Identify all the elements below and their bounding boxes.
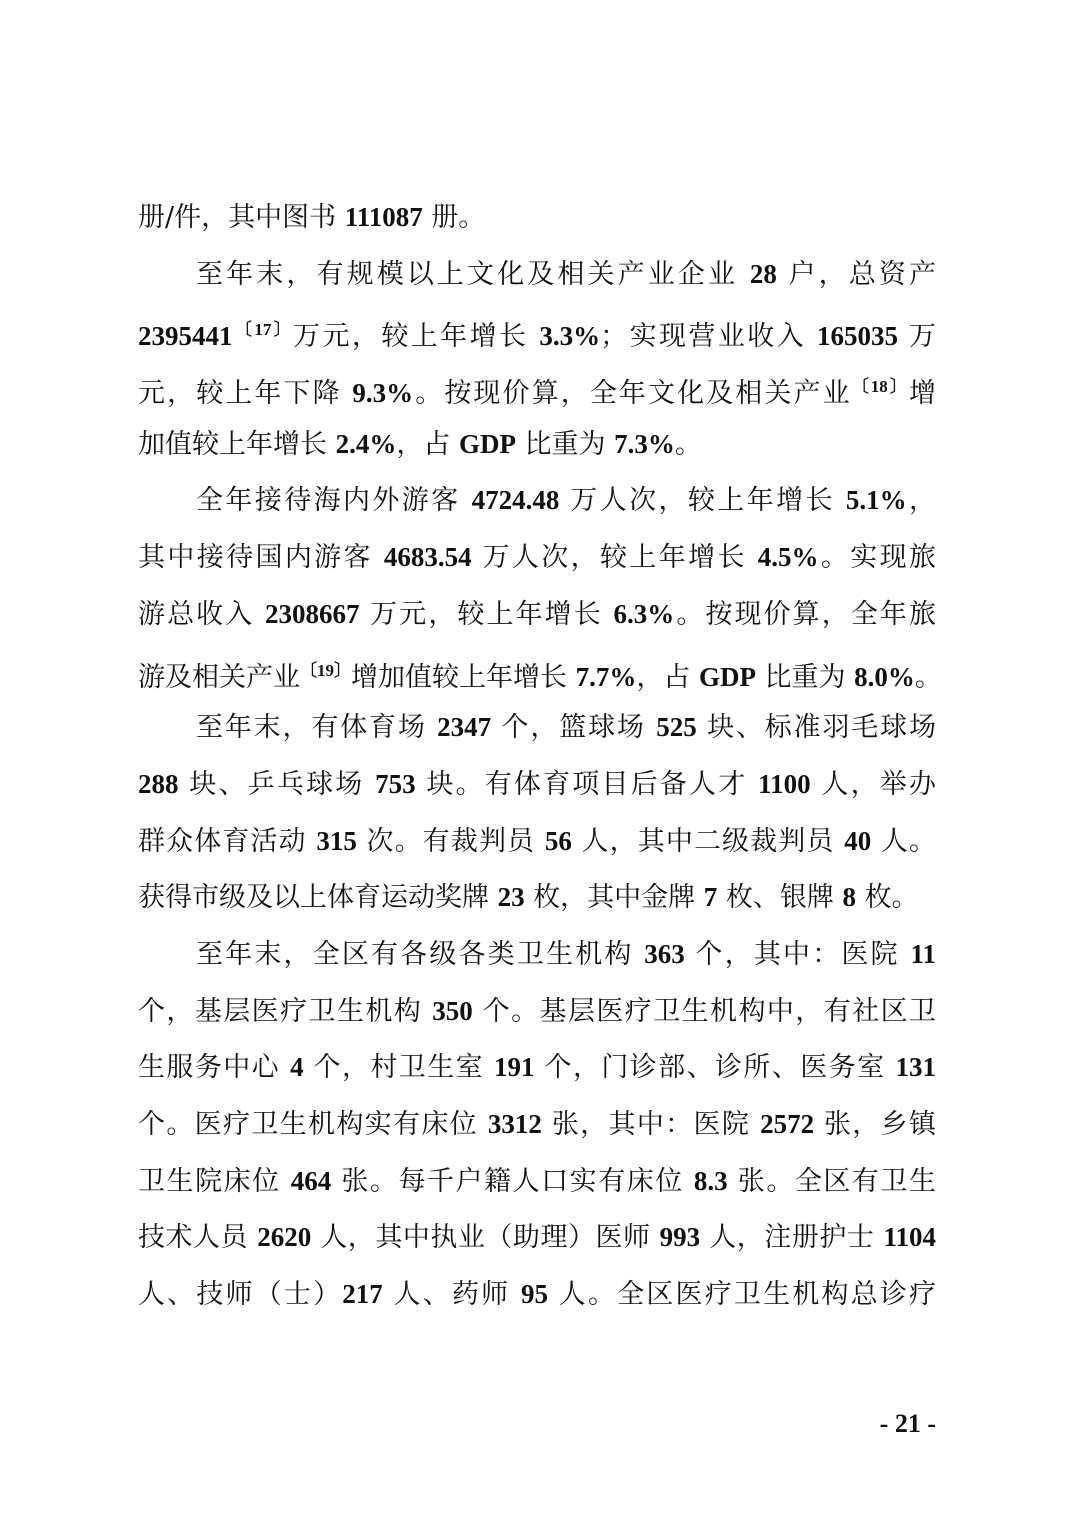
bold-number: 28 bbox=[749, 258, 777, 289]
text-run: 张，其中：医院 bbox=[541, 1109, 761, 1140]
bold-number: 4683.54 bbox=[383, 542, 472, 573]
bold-number: 288 bbox=[138, 768, 179, 799]
text-line bbox=[138, 869, 936, 926]
text-run: 人。全区医疗卫生机构总诊疗 bbox=[548, 1279, 936, 1311]
text-run: 生服务中心 bbox=[138, 1052, 291, 1084]
text-run: 。 bbox=[674, 428, 702, 460]
text-line bbox=[138, 813, 936, 870]
text-run: 个，其中：医院 bbox=[684, 938, 911, 970]
footnote-reference: 〔17〕 bbox=[232, 320, 294, 340]
text-line bbox=[138, 302, 936, 359]
bold-number: 7.7% bbox=[575, 661, 637, 692]
bold-number: 8 bbox=[842, 882, 856, 913]
text-run: 块、乒乓球场 bbox=[178, 768, 376, 800]
text-run: 个。医疗卫生机构实有床位 bbox=[138, 1109, 488, 1140]
text-run: 万元，较上年增长 bbox=[293, 321, 540, 353]
bold-number: 165035 bbox=[817, 321, 898, 352]
text-line bbox=[138, 586, 936, 643]
text-run: 人。 bbox=[871, 825, 936, 857]
text-line bbox=[138, 926, 936, 983]
text-run: 游总收入 bbox=[138, 598, 265, 630]
text-run: 枚、银牌 bbox=[717, 882, 843, 914]
text-run: 。 bbox=[914, 661, 942, 693]
bold-number: 7 bbox=[703, 882, 718, 913]
text-run: 张。每千户籍人口实有床位 bbox=[331, 1165, 694, 1197]
text-line bbox=[138, 359, 936, 416]
bold-number: 993 bbox=[659, 1222, 701, 1253]
text-line bbox=[138, 1096, 936, 1153]
text-run: 。按现价算，全年旅 bbox=[674, 598, 936, 630]
text-run: 至年末，有体育场 bbox=[196, 712, 438, 744]
text-run: 册/件，其中图书 bbox=[138, 202, 345, 233]
text-run: 增 bbox=[909, 378, 936, 410]
text-line bbox=[138, 246, 936, 303]
bold-number: 56 bbox=[544, 825, 572, 856]
text-run: 人、药师 bbox=[382, 1279, 522, 1311]
text-run: 块、标准羽毛球场 bbox=[696, 712, 936, 744]
bold-number: 191 bbox=[494, 1052, 535, 1083]
text-run: 。实现旅 bbox=[818, 542, 936, 574]
text-run: ，占 bbox=[396, 428, 459, 460]
text-line bbox=[138, 189, 936, 246]
text-run: 至年末，有规模以上文化及相关产业企业 bbox=[196, 258, 750, 290]
text-run: 万元，较上年增长 bbox=[359, 598, 614, 630]
bold-number: 3312 bbox=[487, 1109, 542, 1139]
text-line bbox=[138, 529, 936, 586]
text-line bbox=[138, 1153, 936, 1210]
text-run: 个，篮球场 bbox=[491, 712, 657, 744]
text-line bbox=[138, 643, 942, 700]
paragraph bbox=[138, 699, 936, 926]
text-run: 张。全区有卫生 bbox=[727, 1165, 936, 1197]
footnote-reference: 〔18〕 bbox=[851, 377, 909, 397]
text-run: 个，门诊部、诊所、医务室 bbox=[534, 1052, 896, 1084]
text-run: 加值较上年增长 bbox=[138, 428, 336, 460]
text-run: 游及相关产业 bbox=[138, 661, 300, 693]
bold-number: 525 bbox=[656, 712, 697, 743]
text-run: 获得市级及以上体育运动奖牌 bbox=[138, 882, 498, 914]
bold-number: 2620 bbox=[257, 1222, 312, 1253]
bold-number: 2.4% bbox=[335, 428, 397, 459]
text-run: 块。有体育项目后备人才 bbox=[415, 768, 759, 800]
text-run: 万人次，较上年增长 bbox=[471, 542, 758, 574]
text-line bbox=[138, 472, 936, 529]
body-text bbox=[138, 189, 942, 1323]
text-run: 技术人员 bbox=[138, 1222, 258, 1254]
bold-number: 464 bbox=[290, 1165, 332, 1196]
text-run: 万 bbox=[898, 321, 936, 353]
bold-number: 2308667 bbox=[265, 598, 360, 629]
bold-number: 11 bbox=[910, 938, 936, 969]
text-run: 户，总资产 bbox=[776, 258, 936, 290]
bold-number: 4724.48 bbox=[471, 485, 560, 516]
bold-number: GDP bbox=[698, 661, 756, 692]
bold-number: 1100 bbox=[758, 768, 811, 799]
text-run: 比重为 bbox=[755, 661, 855, 693]
text-run: ，占 bbox=[636, 661, 699, 693]
footnote-reference: 〔19〕 bbox=[300, 660, 351, 680]
bold-number: 3.3% bbox=[539, 321, 601, 352]
paragraph bbox=[138, 189, 936, 246]
bold-number: 6.3% bbox=[613, 598, 675, 629]
bold-number: 1104 bbox=[883, 1222, 936, 1253]
page-number: - 21 - bbox=[879, 1409, 936, 1438]
text-run: 其中接待国内游客 bbox=[138, 542, 384, 574]
text-run: 人、技师（士） bbox=[138, 1279, 343, 1311]
text-run: 群众体育活动 bbox=[138, 825, 317, 857]
paragraph bbox=[138, 472, 942, 699]
text-run: ， bbox=[906, 485, 937, 517]
bold-number: 217 bbox=[342, 1279, 383, 1310]
text-run: 全年接待海内外游客 bbox=[196, 485, 472, 517]
text-run: 比重为 bbox=[515, 428, 615, 460]
text-run: 元，较上年下降 bbox=[138, 378, 353, 410]
text-line bbox=[138, 1266, 936, 1323]
bold-number: 8.0% bbox=[854, 661, 915, 692]
bold-number: GDP bbox=[458, 428, 516, 459]
text-run: ；实现营业收入 bbox=[600, 321, 817, 353]
text-run: 人，举办 bbox=[810, 768, 936, 800]
bold-number: 363 bbox=[644, 938, 685, 969]
bold-number: 40 bbox=[844, 825, 872, 856]
text-run: 人，其中二级裁判员 bbox=[571, 825, 845, 857]
text-run: 人，注册护士 bbox=[700, 1222, 884, 1254]
text-line bbox=[138, 699, 936, 756]
bold-number: 23 bbox=[497, 882, 525, 913]
bold-number: 8.3 bbox=[693, 1165, 728, 1196]
text-run: 个，基层医疗卫生机构 bbox=[138, 995, 433, 1027]
text-run: 人，其中执业（助理）医师 bbox=[311, 1222, 660, 1254]
bold-number: 753 bbox=[375, 768, 416, 799]
bold-number: 4.5% bbox=[757, 542, 819, 573]
paragraph bbox=[138, 926, 936, 1323]
text-run: 。按现价算，全年文化及相关产业 bbox=[413, 378, 852, 410]
bold-number: 95 bbox=[521, 1279, 549, 1310]
text-run: 个。基层医疗卫生机构中，有社区卫 bbox=[472, 995, 936, 1027]
text-line bbox=[138, 756, 936, 813]
text-run: 次。有裁判员 bbox=[356, 825, 545, 857]
bold-number: 111087 bbox=[344, 202, 423, 232]
bold-number: 2347 bbox=[437, 712, 492, 743]
text-run: 册。 bbox=[422, 202, 486, 233]
bold-number: 2572 bbox=[760, 1109, 815, 1139]
text-run: 卫生院床位 bbox=[138, 1165, 291, 1197]
text-run: 个，村卫生室 bbox=[303, 1052, 495, 1084]
text-run: 枚。 bbox=[855, 882, 919, 914]
bold-number: 350 bbox=[432, 995, 473, 1026]
text-line bbox=[138, 416, 936, 473]
text-run: 枚，其中金牌 bbox=[524, 882, 704, 914]
paragraph bbox=[138, 246, 936, 473]
bold-number: 2395441 bbox=[138, 321, 233, 352]
text-line bbox=[138, 1209, 936, 1266]
bold-number: 4 bbox=[290, 1052, 304, 1083]
text-run: 至年末，全区有各级各类卫生机构 bbox=[196, 938, 645, 970]
bold-number: 9.3% bbox=[352, 378, 414, 409]
bold-number: 7.3% bbox=[614, 428, 675, 459]
text-run: 张，乡镇 bbox=[814, 1109, 936, 1140]
bold-number: 315 bbox=[316, 825, 357, 856]
text-line bbox=[138, 1039, 936, 1096]
text-run: 增加值较上年增长 bbox=[351, 661, 576, 693]
text-line bbox=[138, 983, 936, 1040]
bold-number: 131 bbox=[895, 1052, 936, 1083]
text-run: 万人次，较上年增长 bbox=[559, 485, 846, 517]
bold-number: 5.1% bbox=[845, 485, 907, 516]
